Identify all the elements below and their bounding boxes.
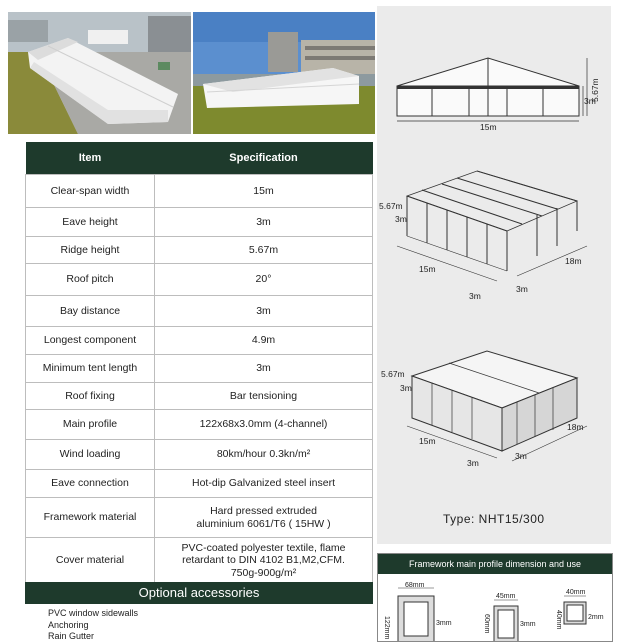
tent-photo-ground — [193, 12, 375, 134]
row-item: Wind loading — [26, 440, 155, 470]
table-row — [26, 355, 373, 383]
frame-span-label: 15m — [419, 264, 436, 274]
profile-3-height: 40mm — [555, 610, 562, 630]
table-row — [26, 538, 373, 584]
frame-length-label: 18m — [565, 256, 582, 266]
row-spec: 80km/hour 0.3kn/m² — [155, 440, 373, 470]
table-row — [26, 237, 373, 264]
profile-dimension-box — [377, 553, 613, 642]
table-row — [26, 327, 373, 355]
row-spec: 15m — [155, 175, 373, 208]
table-row — [26, 383, 373, 410]
row-item: Main profile — [26, 410, 155, 440]
row-item: Bay distance — [26, 296, 155, 327]
row-item: Clear-span width — [26, 175, 155, 208]
front-ridge-label: 5.67m — [590, 78, 600, 102]
tent-drawings — [377, 6, 611, 544]
covered-bay-label: 3m — [467, 458, 479, 468]
specification-table — [25, 142, 373, 584]
frame-bay-label: 3m — [469, 291, 481, 301]
row-item: Minimum tent length — [26, 355, 155, 383]
covered-bay-label: 3m — [515, 451, 527, 461]
table-row — [26, 208, 373, 237]
row-spec: Hot-dip Galvanized steel insert — [155, 470, 373, 498]
covered-eave-label: 3m — [400, 383, 412, 393]
tent-photo-aerial — [8, 12, 191, 134]
table-row — [26, 175, 373, 208]
profile-2-section — [494, 600, 518, 641]
drawings-panel — [377, 6, 611, 544]
list-item: Rain Gutter — [48, 631, 95, 641]
row-item: Ridge height — [26, 237, 155, 264]
row-item: Roof fixing — [26, 383, 155, 410]
front-eave-label: 3m — [584, 96, 596, 106]
row-spec: 122x68x3.0mm (4-channel) — [155, 410, 373, 440]
profile-3-section — [564, 596, 586, 624]
table-row — [26, 296, 373, 327]
row-spec: 3m — [155, 208, 373, 237]
row-item: Roof pitch — [26, 264, 155, 296]
frame-bay-label: 3m — [516, 284, 528, 294]
row-spec: Bar tensioning — [155, 383, 373, 410]
row-item: Eave height — [26, 208, 155, 237]
table-row — [26, 498, 373, 538]
list-item: Anchoring — [48, 619, 89, 630]
profile-dimension-title: Framework main profile dimension and use — [378, 554, 612, 574]
profile-2-height: 60mm — [483, 614, 490, 634]
covered-length-label: 18m — [567, 422, 584, 432]
covered-span-label: 15m — [419, 436, 436, 446]
profile-1-width: 68mm — [405, 582, 425, 589]
profile-3-width: 40mm — [566, 589, 586, 596]
profile-1-wall: 3mm — [436, 620, 452, 627]
profile-1-height: 122mm — [383, 616, 390, 640]
row-spec: 3m — [155, 296, 373, 327]
table-row — [26, 470, 373, 498]
front-width-label: 15m — [480, 122, 497, 132]
row-item: Eave connection — [26, 470, 155, 498]
row-spec: 4.9m — [155, 327, 373, 355]
profile-2-wall: 3mm — [520, 621, 536, 628]
row-spec: 20° — [155, 264, 373, 296]
covered-ridge-label: 5.67m — [381, 369, 405, 379]
row-item: Longest component — [26, 327, 155, 355]
table-row — [26, 264, 373, 296]
row-spec: 5.67m — [155, 237, 373, 264]
list-item: PVC window sidewalls — [48, 608, 139, 618]
row-spec: PVC-coated polyester textile, flame retardant to DIN 4102 B1,M2,CFM. 750g-900g/m² — [155, 538, 373, 584]
accessories-list — [48, 608, 138, 643]
row-item: Framework material — [26, 498, 155, 538]
table-row — [26, 410, 373, 440]
profile-3-wall: 2mm — [588, 614, 604, 621]
frame-ridge-label: 5.67m — [379, 201, 403, 211]
row-item: Cover material — [26, 538, 155, 584]
front-elevation-drawing — [397, 58, 587, 121]
table-header-item: Item — [26, 142, 155, 175]
profile-1-section — [398, 588, 434, 641]
row-spec: 3m — [155, 355, 373, 383]
profile-2-width: 45mm — [496, 593, 516, 600]
row-spec: Hard pressed extruded aluminium 6061/T6 ( 15HW ) — [155, 498, 373, 538]
tent-type-label: Type: NHT15/300 — [443, 512, 545, 526]
table-header-spec: Specification — [155, 142, 373, 175]
table-row — [26, 440, 373, 470]
frame-eave-label: 3m — [395, 214, 407, 224]
optional-accessories-title: Optional accessories — [25, 582, 373, 604]
